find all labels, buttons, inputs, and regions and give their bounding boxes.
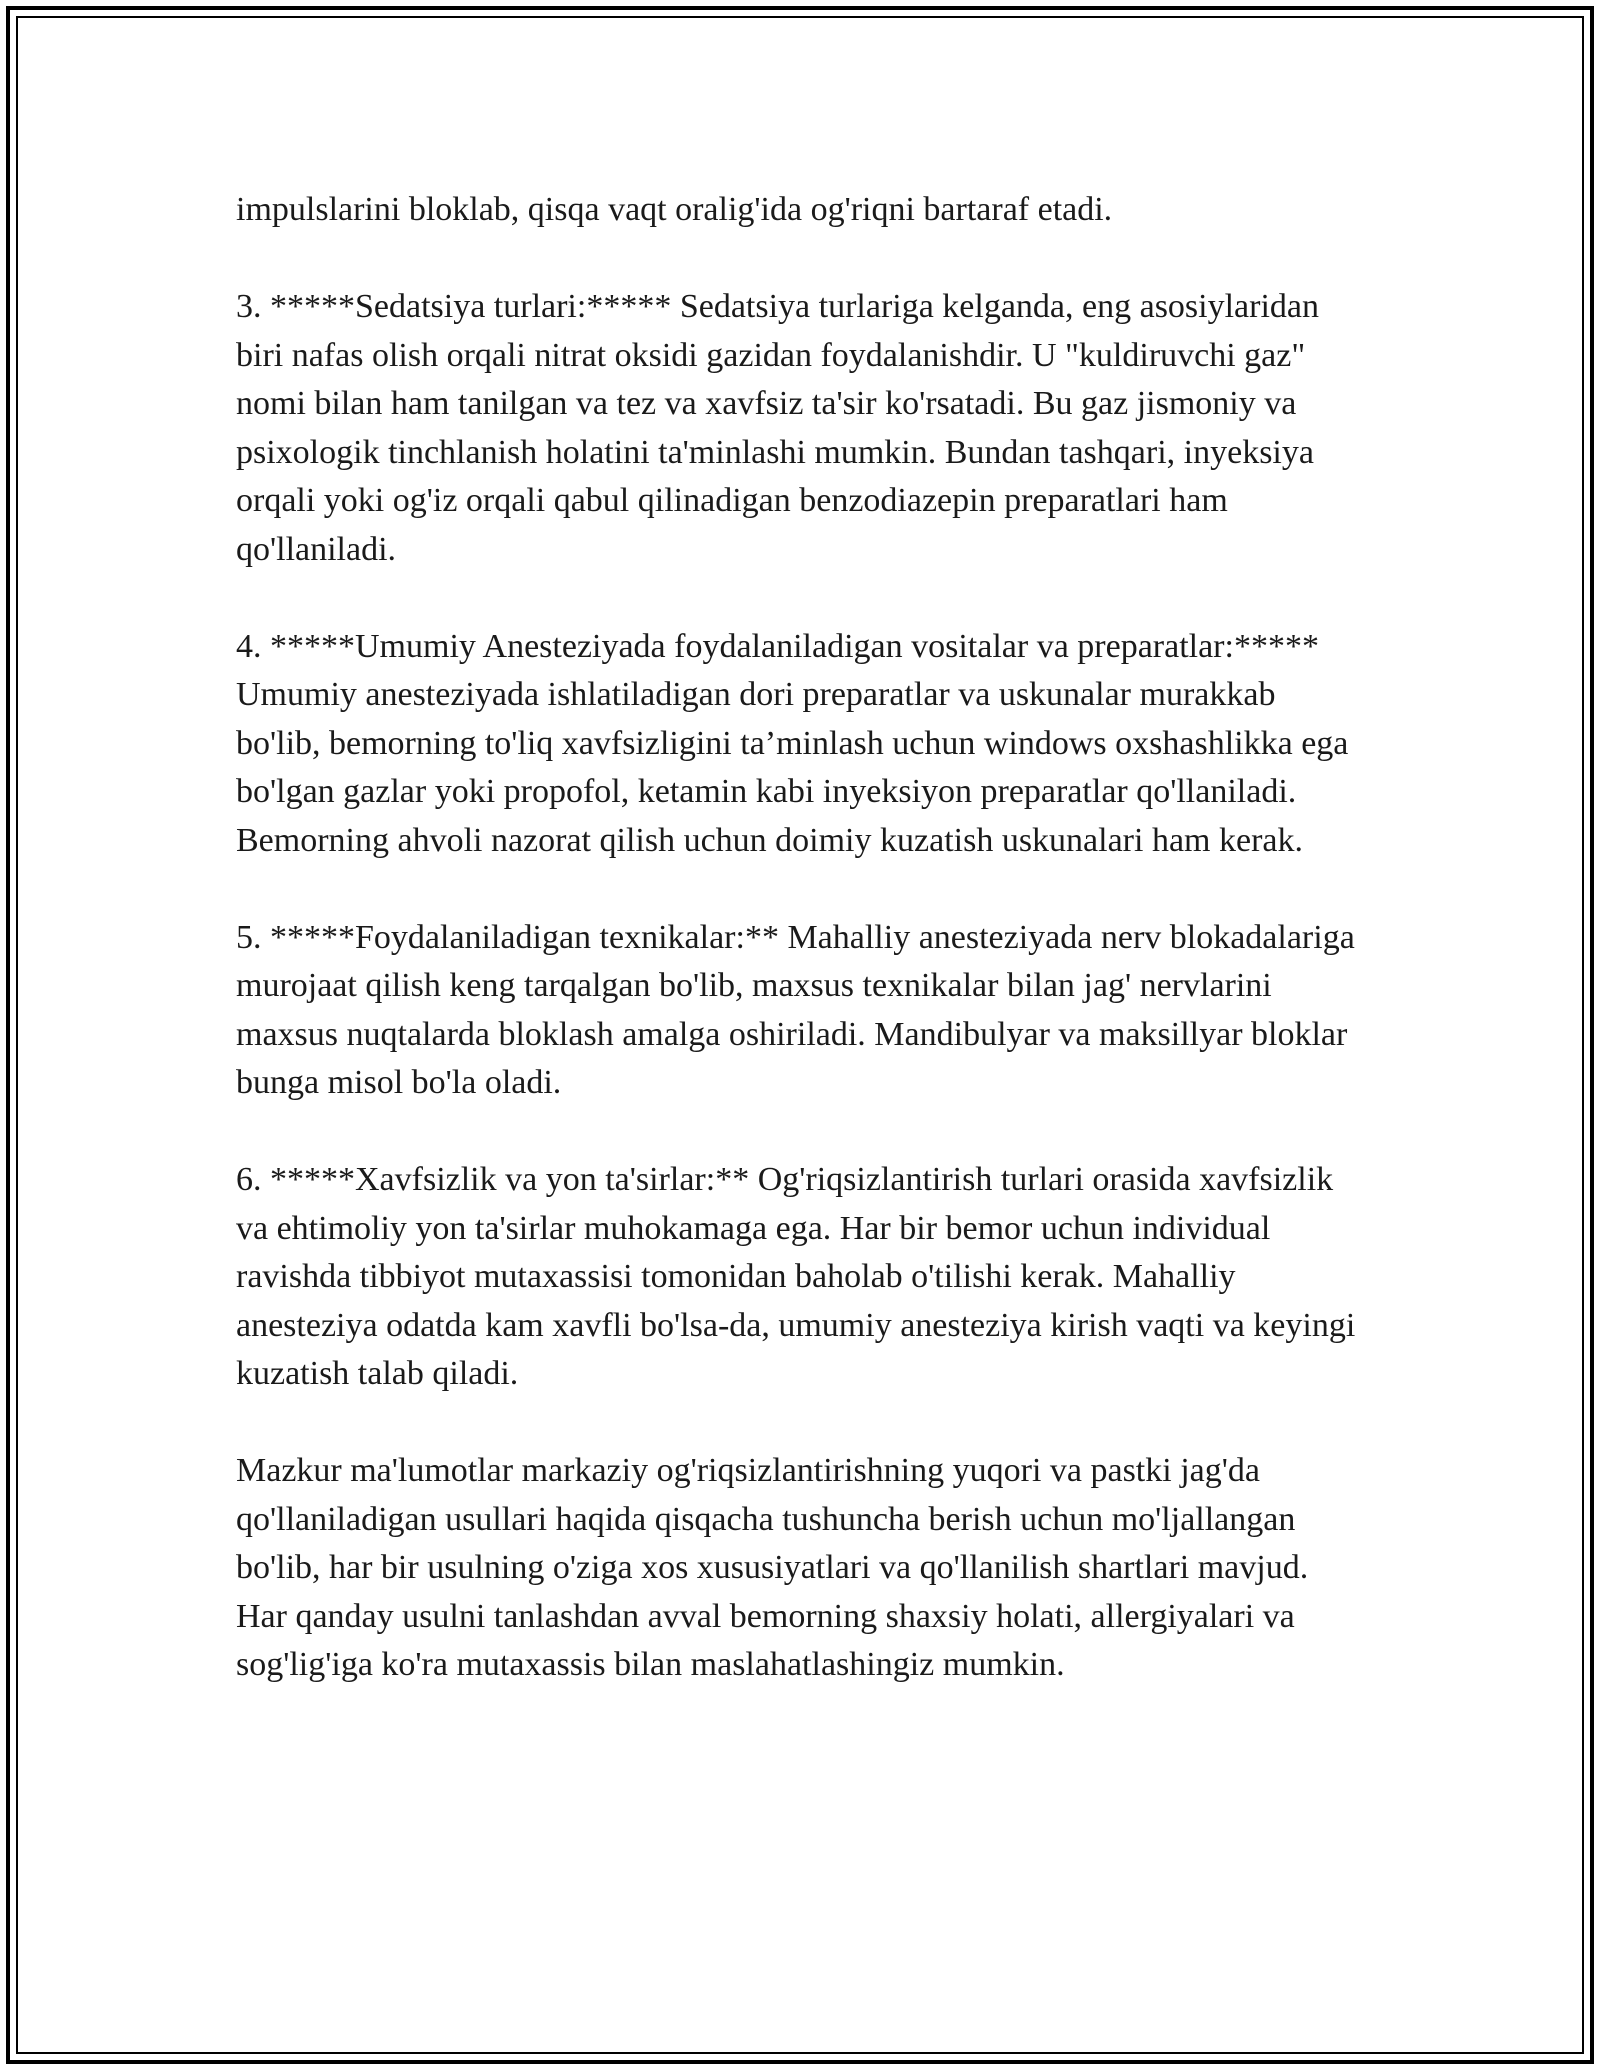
paragraph-general-anesthesia-tools: 4. *****Umumiy Anesteziyada foydalaniladigan vositalar va preparatlar:***** Umumiy anesteziyada ishlatiladigan dori preparatlar va uskunalar murakkab bo'lib, bemorning to'liq xavfsizligini ta’minlash uchun windows oxshashlikka ega bo'lgan gazlar yoki propofol, ketamin kabi inyeksiyon preparatlar qo'llaniladi. Bemorning ahvoli nazorat qilish uchun doimiy kuzatish uskunalari ham kerak. (236, 627, 1349, 859)
document-body (236, 186, 1366, 1690)
paragraph-techniques: 5. *****Foydalaniladigan texnikalar:** Mahalliy anesteziyada nerv blokadalariga murojaat qilish keng tarqalgan bo'lib, maxsus texnikalar bilan jag' nervlarini maxsus nuqtalarda bloklash amalga oshiriladi. Mandibulyar va maksillyar bloklar bunga misol bo'la oladi. (236, 918, 1355, 1101)
paragraph-sedation-types: 3. *****Sedatsiya turlari:***** Sedatsiya turlariga kelganda, eng asosiylaridan biri nafas olish orqali nitrat oksidi gazidan foydalanishdir. U "kuldiruvchi gaz" nomi bilan ham tanilgan va tez va xavfsiz ta'sir ko'rsatadi. Bu gaz jismoniy va psixologik tinchlanish holatini ta'minlashi mumkin. Bundan tashqari, inyeksiya orqali yoki og'iz orqali qabul qilinadigan benzodiazepin preparatlari ham qo'llaniladi. (236, 288, 1320, 568)
paragraph-conclusion: Mazkur ma'lumotlar markaziy og'riqsizlantirishning yuqori va pastki jag'da qo'llaniladigan usullari haqida qisqacha tushuncha berish uchun mo'ljallangan bo'lib, har bir usulning o'ziga xos xususiyatlari va qo'llanilish shartlari mavjud. Har qanday usulni tanlashdan avval bemorning shaxsiy holati, allergiyalari va sog'lig'iga ko'ra mutaxassis bilan maslahatlashingiz mumkin. (236, 1452, 1309, 1683)
paragraph-continuation: impulslarini bloklab, qisqa vaqt oralig'ida og'riqni bartaraf etadi. (236, 191, 1113, 228)
paragraph-safety-side-effects: 6. *****Xavfsizlik va yon ta'sirlar:** Og'riqsizlantirish turlari orasida xavfsizlik va ehtimoliy yon ta'sirlar muhokamaga ega. Har bir bemor uchun individual ravishda tibbiyot mutaxassisi tomonidan baholab o'tilishi kerak. Mahalliy anesteziya odatda kam xavfli bo'lsa-da, umumiy anesteziya kirish vaqti va keyingi kuzatish talab qiladi. (236, 1161, 1356, 1392)
